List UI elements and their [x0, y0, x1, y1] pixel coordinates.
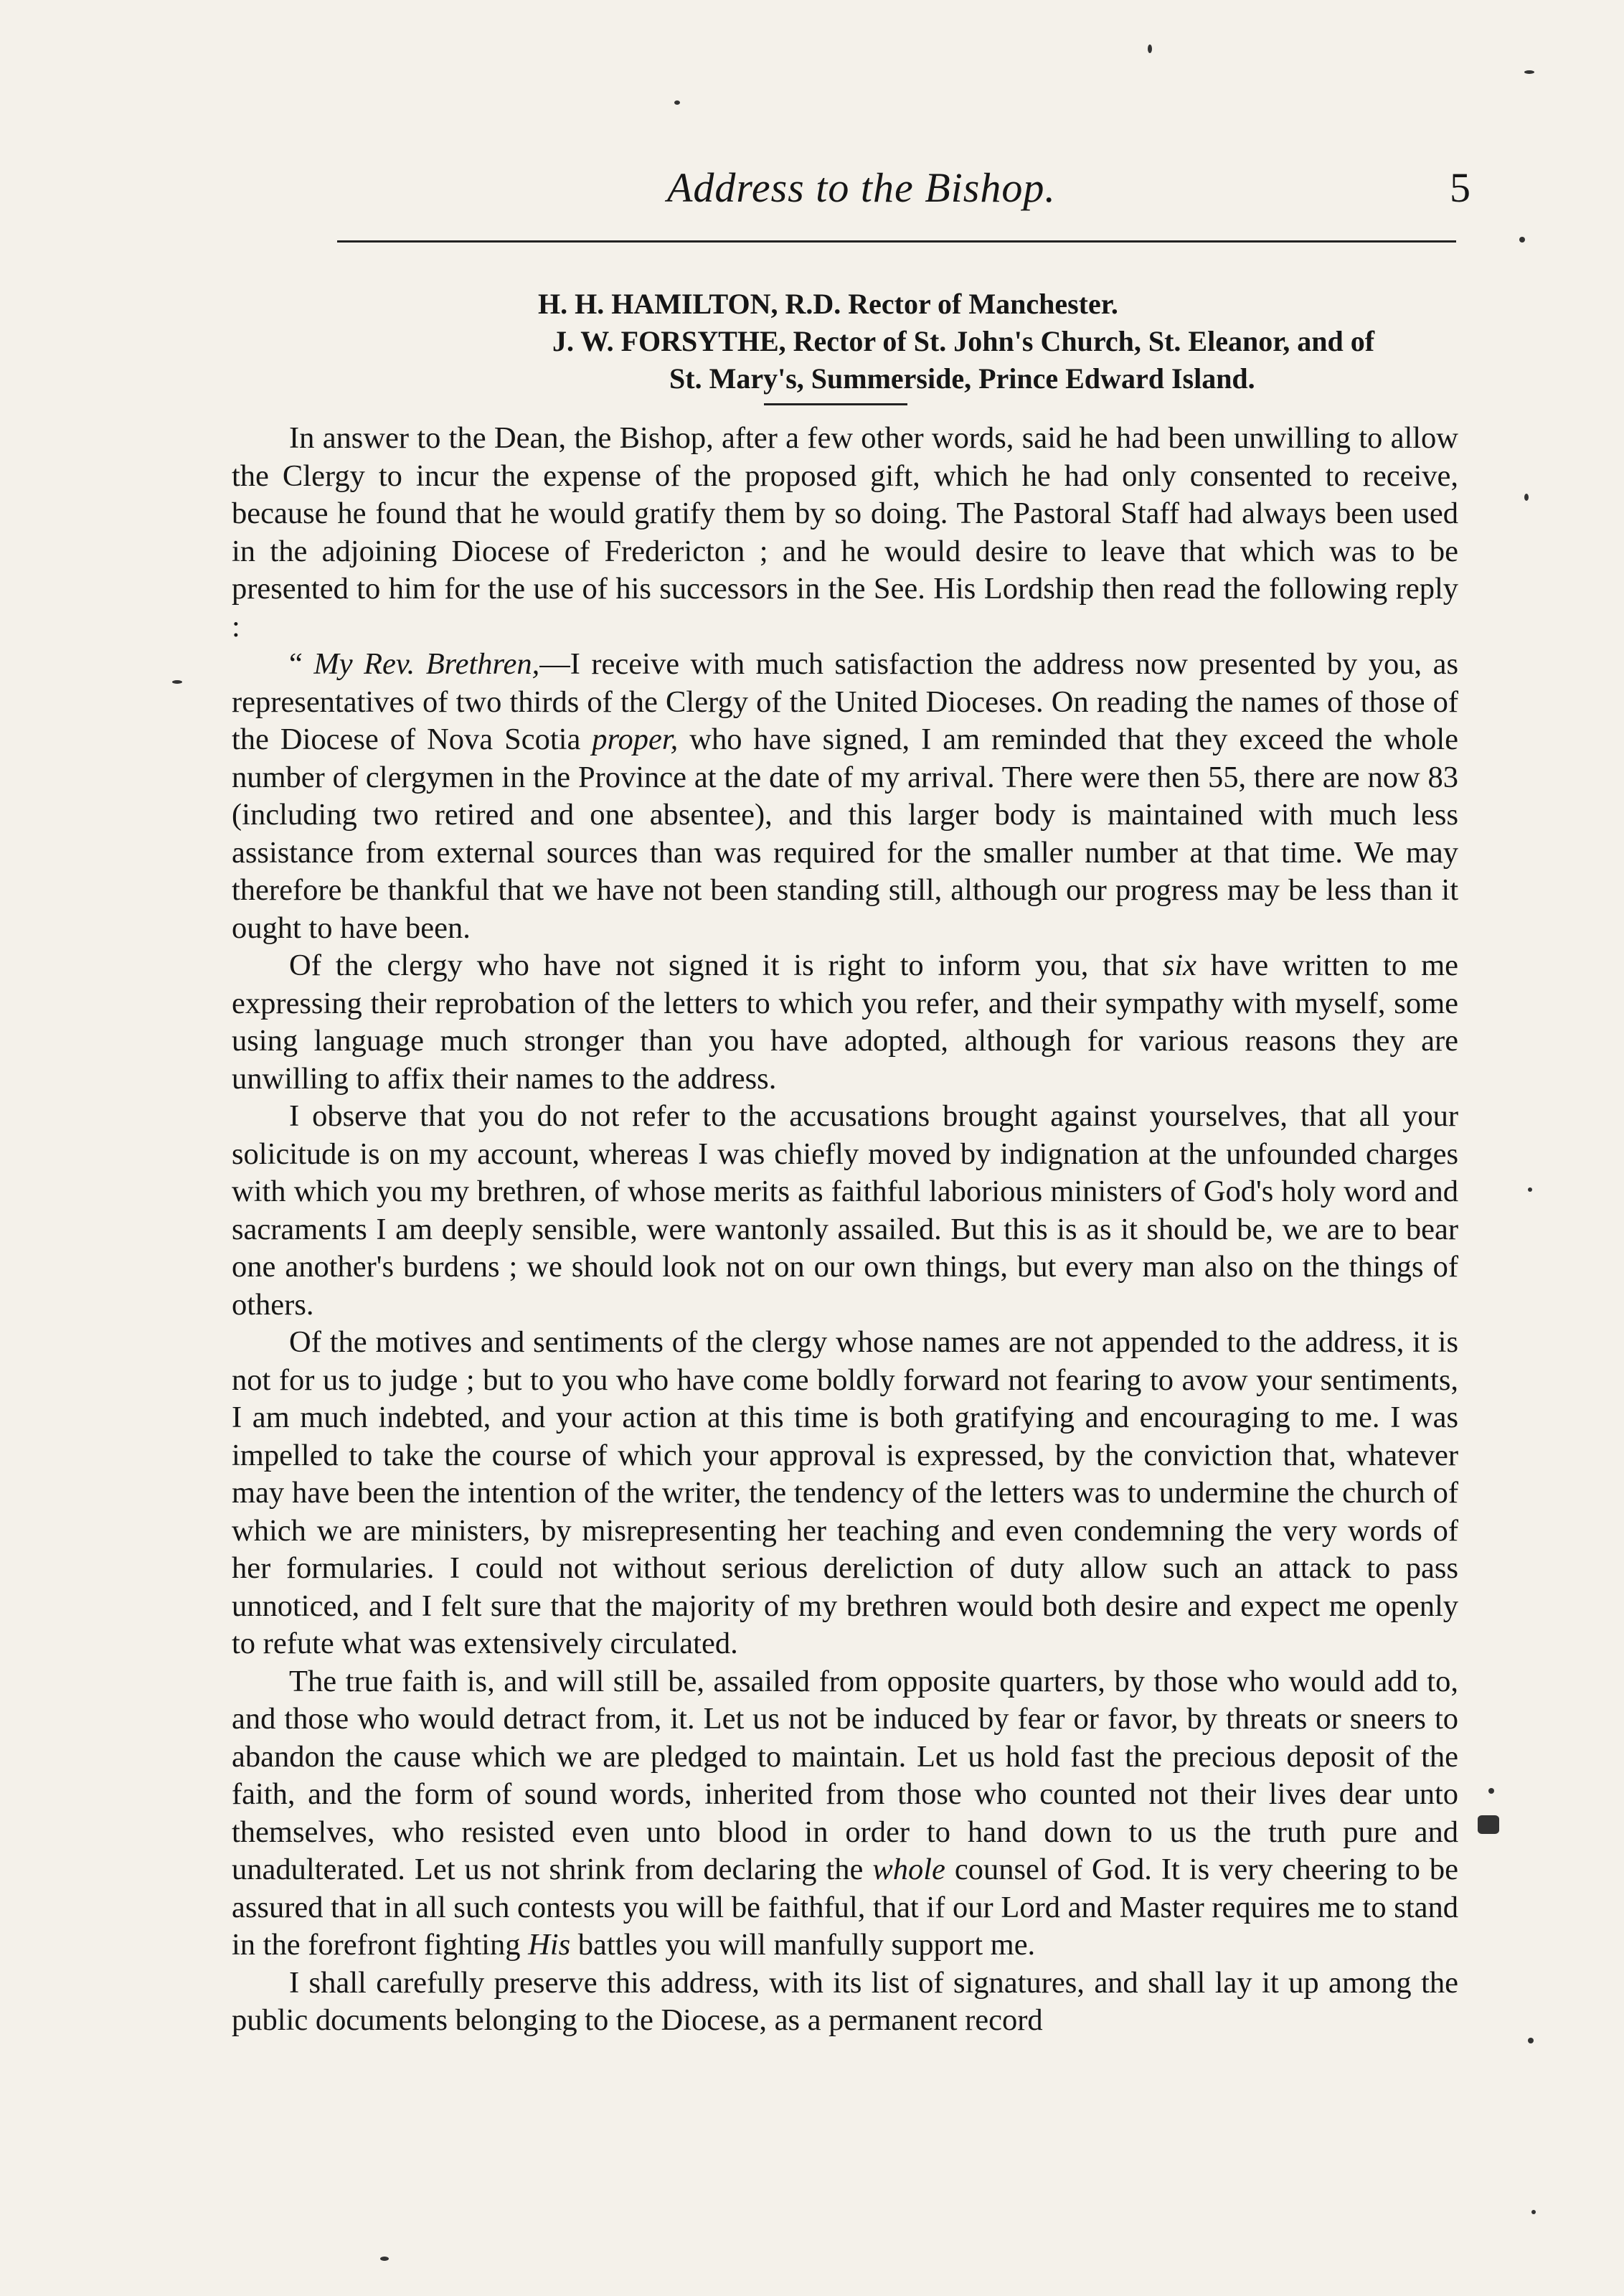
- emphasis: whole: [872, 1853, 945, 1886]
- scan-speck: [1519, 237, 1525, 243]
- text-run: counsel of God. It is very cheering to be assured that in all such contests you will be faithful, that if our Lord and Master requires me to stand in the forefront fighting: [232, 1853, 1459, 1962]
- scan-speck: [1528, 1187, 1532, 1192]
- text-run: —I receive with much satisfaction the address now presented by you, as representatives of two thirds of the Clergy of the United Dioceses. On reading the names of those of the Diocese of Nova Scotia: [232, 647, 1458, 756]
- paragraph: [232, 1663, 1458, 1965]
- scan-speck: [674, 100, 680, 105]
- section-divider: [764, 403, 907, 405]
- emphasis: six: [1162, 949, 1197, 982]
- paragraph: [232, 646, 1458, 947]
- signatory-line: St. Mary's, Summerside, Prince Edward Island.: [669, 362, 1255, 395]
- text-run: battles you will manfully support me.: [570, 1928, 1036, 1962]
- running-title: Address to the Bishop.: [667, 164, 1056, 211]
- body-text: [232, 420, 1458, 2040]
- text-run: Of the clergy who have not signed it is right to inform you, that: [289, 949, 1163, 982]
- salutation: My Rev. Brethren,: [313, 647, 540, 681]
- paragraph: I observe that you do not refer to the accusations brought against yourselves, that all your solicitude is on my account, whereas I was chiefly moved by indignation at the unfounded charges with which you my brethren, of whose merits as faithful laborious ministers of God's holy word and sacraments I am deeply sensible, were wantonly assailed. But this is as it should be, we are to bear one another's burdens ; we should look not on our own things, but every man also on the things of others.: [232, 1099, 1458, 1322]
- paragraph: I shall carefully preserve this address, with its list of signatures, and shall lay it up among the public documents belonging to the Diocese, as a permanent record: [232, 1965, 1458, 2037]
- signatory-list: [538, 286, 1485, 397]
- text-run: have written to me expressing their reprobation of the letters to which you refer, and their sympathy with myself, some using language much stronger than you have adopted, although for various reasons they are unwilling to affix their names to the address.: [232, 949, 1458, 1096]
- text-run: The true faith is, and will still be, assailed from opposite quarters, by those who would add to, and those who would detract from, it. Let us not be induced by fear or favor, by threats or sneers to abandon the cause which we are pledged to maintain. Let us hold fast the precious deposit of the faith, and the form of sound words, inherited from those who counted not their lives dear unto themselves, who resisted even unto blood in order to hand down to us the truth pure and unadulterated. Let us not shrink from declaring the: [232, 1664, 1458, 1886]
- scan-speck: [1524, 70, 1534, 74]
- scan-speck: [1148, 44, 1152, 53]
- scan-speck: [380, 2257, 389, 2261]
- scan-speck: [1478, 1815, 1499, 1834]
- scan-speck: [1531, 2210, 1536, 2214]
- scan-speck: [1488, 1788, 1494, 1794]
- open-quote: “: [289, 647, 314, 681]
- emphasis: proper,: [592, 723, 679, 756]
- scan-speck: [1524, 494, 1529, 501]
- scan-speck: [172, 680, 182, 684]
- signatory-line: J. W. FORSYTHE, Rector of St. John's Church, St. Eleanor, and of: [552, 325, 1375, 357]
- paragraph: In answer to the Dean, the Bishop, after a few other words, said he had been unwilling to allow the Clergy to incur the expense of the proposed gift, which he had only consented to receive, because he found that he would gratify them by so doing. The Pastoral Staff had always been used in the adjoining Diocese of Fredericton ; and he would desire to leave that which was to be presented to him for the use of his successors in the See. His Lordship then read the following reply :: [232, 421, 1458, 644]
- signatory-line: H. H. HAMILTON, R.D. Rector of Manchester.: [538, 288, 1118, 320]
- text-run: who have signed, I am reminded that they exceed the whole number of clergymen in the Province at the date of my arrival. There were then 55, there are now 83 (including two retired and one absentee), and this larger body is maintained with much less assistance from external sources than was required for the smaller number at that time. We may therefore be thankful that we have not been standing still, although our progress may be less than it ought to have been.: [232, 723, 1458, 945]
- page-number: 5: [1450, 164, 1470, 211]
- paragraph: Of the motives and sentiments of the clergy whose names are not appended to the address, it is not for us to judge ; but to you who have come boldly forward not fearing to avow your sentiments, I am much indebted, and your action at this time is both gratifying and encouraging to me. I was impelled to take the course of which your approval is expressed, by the conviction that, whatever may have been the intention of the writer, the tendency of the letters was to undermine the church of which we are ministers, by misrepresenting her teaching and even condemning the very words of her formularies. I could not without serious dereliction of duty allow such an attack to pass unnoticed, and I felt sure that the majority of my brethren would both desire and expect me openly to refute what was extensively circulated.: [232, 1325, 1458, 1660]
- scan-speck: [1528, 2038, 1534, 2043]
- running-head: [337, 164, 1470, 228]
- emphasis: His: [528, 1928, 571, 1962]
- paragraph: [232, 947, 1458, 1098]
- header-rule: [337, 240, 1456, 243]
